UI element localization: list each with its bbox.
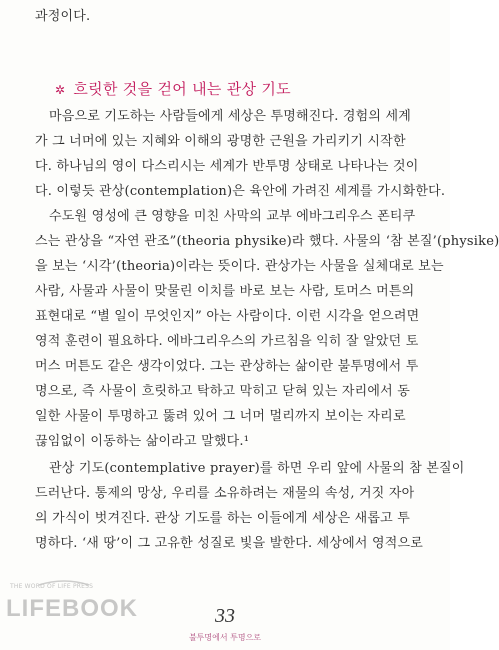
watermark-subtitle: THE WORD OF LIFE PRESS [10,583,94,590]
text-line: 머스 머튼도 같은 생각이었다. 그는 관상하는 삶이란 불투명에서 투 [35,359,419,374]
text-line: 의 가식이 벗겨진다. 관상 기도를 하는 이들에게 세상은 새롭고 투 [35,511,411,526]
text-line: 사람, 사물과 사물이 맞물린 이치를 바로 보는 사람, 토머스 머튼의 [35,284,415,299]
text-line: 다. 하나님의 영이 다스리시는 세계가 반투명 상태로 나타나는 것이 [35,159,419,174]
watermark-logo: LIFEBOOK [6,595,138,622]
text-line: 가 그 너머에 있는 지혜와 이해의 광명한 근원을 가리키기 시작한 [35,134,406,149]
heading-text: 흐릿한 것을 걷어 내는 관상 기도 [73,80,291,98]
text-line: 마음으로 기도하는 사람들에게 세상은 투명해진다. 경험의 세계 [49,109,412,124]
text-line: 과정이다. [35,9,91,24]
ornament-icon: ✲ [55,83,66,97]
text-line: 표현대로 “별 일이 무엇인지” 아는 사람이다. 이런 시각을 얻으려면 [35,309,420,324]
text-line: 관상 기도(contemplative prayer)를 하면 우리 앞에 사물의 참 본질이 [49,461,465,476]
text-line: 명으로, 즉 사물이 흐릿하고 탁하고 막히고 닫혀 있는 자리에서 동 [35,384,411,399]
text-line: 드러난다. 통제의 망상, 우리를 소유하려는 재물의 속성, 거짓 자아 [35,486,415,501]
text-line: 영적 훈련이 필요하다. 에바그리우스의 가르침을 익히 잘 알았던 토 [35,334,419,349]
publisher-watermark [4,583,138,635]
text-line: 끊임없이 이동하는 삶이라고 말했다.¹ [35,434,250,449]
text-line: 을 보는 ‘시각’(theoria)이라는 뜻이다. 관상가는 사물을 실체대로 보는 [35,259,444,274]
text-line: 일한 사물이 투명하고 뚫려 있어 그 너머 멀리까지 보이는 자리로 [35,409,406,424]
section-heading [55,78,291,99]
text-line: 스는 관상을 “자연 관조”(theoria physike)라 했다. 사물의 ‘참 본질’(physike) [35,234,499,249]
text-line: 명하다. ‘새 땅’이 그 고유한 성질로 빛을 발한다. 세상에서 영적으로 [35,536,424,551]
text-line: 다. 이렇듯 관상(contemplation)은 육안에 가려진 세계를 가시화한다. [35,184,446,199]
page-number: 33 [215,605,235,627]
running-footer: 불투명에서 투명으로 [188,633,262,642]
text-line: 수도원 영성에 큰 영향을 미친 사막의 교부 에바그리우스 폰티쿠 [49,209,416,224]
